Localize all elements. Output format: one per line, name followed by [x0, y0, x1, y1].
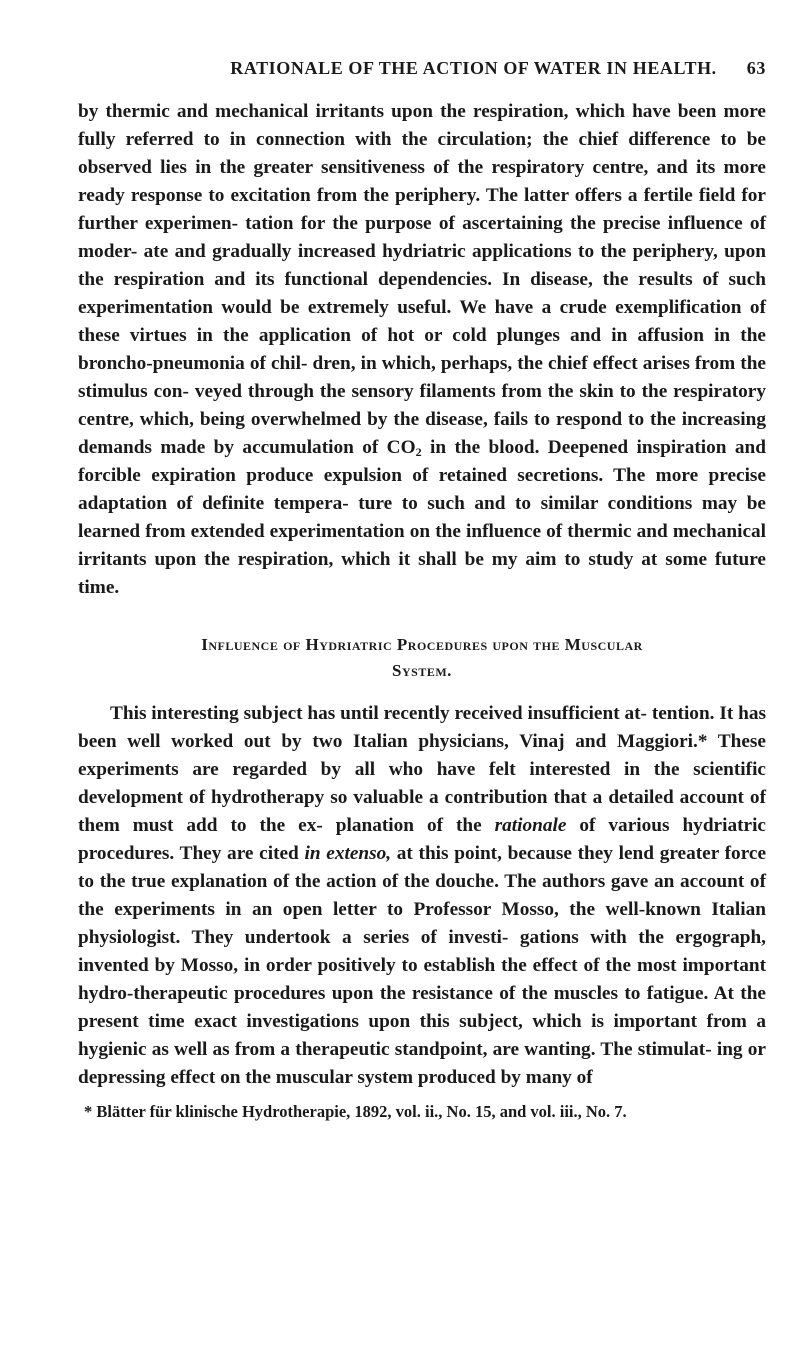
co2-subscript: 2 — [415, 445, 422, 459]
body-paragraph-respiration — [78, 98, 766, 602]
section-heading-line1: Influence of Hydriatric Procedures upon the Muscular — [201, 635, 643, 654]
page-number: 63 — [746, 58, 766, 78]
footnote-text: * Blätter für klinische Hydrotherapie, 1892, vol. ii., No. 15, and vol. iii., No. 7. — [84, 1102, 627, 1121]
footnote — [78, 1100, 766, 1123]
paragraph-text: in the blood. Deepened inspiration and forcible expiration produce expulsion of retained secretions. The more precise adaptation of definite tempera- ture to such and to similar conditions may be learned from extended experimentation on the influence of thermic and mechanical irritants upon the respiration, which it shall be my aim to study at some future time. — [78, 437, 766, 598]
body-paragraph-muscular — [78, 700, 766, 1092]
section-heading-line2: System. — [392, 661, 452, 680]
paragraph-text: of various hydriatric procedures. They are cited — [78, 815, 766, 864]
italic-term: in extenso, — [304, 843, 392, 864]
paragraph-text: This interesting subject has until recently received insufficient at- tention. It has been well worked out by two Italian physicians, Vinaj and Maggiori.* These experiments are regarded by all who have felt interested in the scientific development of hydrotherapy so valuable a contribution that a detailed account of them must add to the ex- planation of the — [78, 703, 766, 836]
running-head — [78, 58, 766, 86]
italic-term: rationale — [494, 815, 567, 836]
book-page — [78, 58, 766, 1123]
paragraph-text: at this point, because they lend greater force to the true explanation of the action of the douche. The authors gave an account of the experiments in an open letter to Professor Mosso, the well-known Italian physiologist. They undertook a series of investi- gations with the ergograph, invented by Mosso, in order positively to establish the effect of the most important hydro-therapeutic procedures upon the resistance of the muscles to fatigue. At the present time exact investigations upon this subject, which is important from a hygienic as well as from a therapeutic standpoint, are wanting. The stimulat- ing or depressing effect on the muscular system produced by many of — [78, 843, 767, 1088]
paragraph-text: by thermic and mechanical irritants upon the respiration, which have been more fully referred to in connection with the circulation; the chief difference to be observed lies in the greater sensitiveness of the respiratory centre, and its more ready response to excitation from the periphery. The latter offers a fertile field for further experimen- tation for the purpose of ascertaining the precise influence of moder- ate and gradually increased hydriatric applications to the periphery, upon the respiration and its functional dependencies. In disease, the results of such experimentation would be extremely useful. We have a crude exemplification of these virtues in the application of hot or cold plunges and in affusion in the broncho-pneumonia of chil- dren, in which, perhaps, the chief effect arises from the stimulus con- veyed through the sensory filaments from the skin to the respiratory centre, which, being overwhelmed by the disease, fails to respond to the increasing demands made by accumulation of CO — [78, 101, 766, 458]
section-heading — [78, 632, 766, 684]
running-head-title: RATIONALE OF THE ACTION OF WATER IN HEALTH. — [230, 58, 717, 78]
